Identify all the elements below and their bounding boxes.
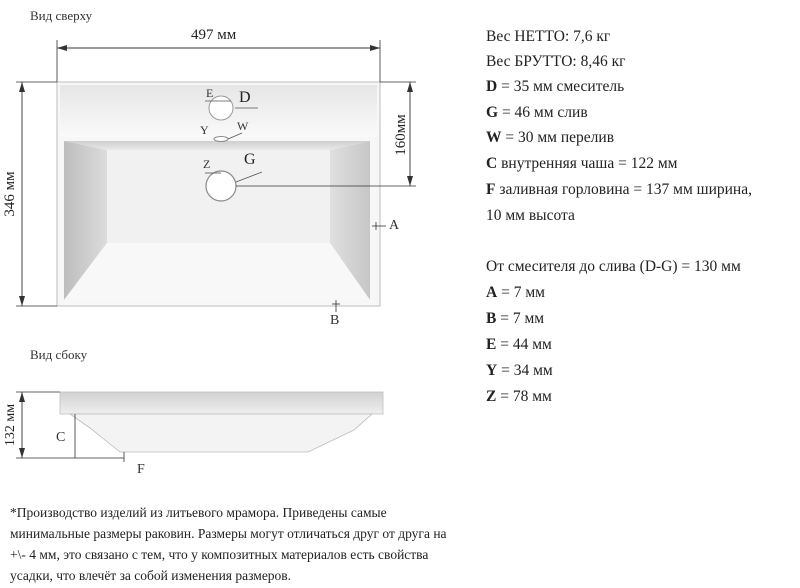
spec-row	[486, 362, 553, 380]
spec-key: D	[486, 78, 498, 95]
side-slab	[60, 392, 383, 414]
spec-row	[486, 388, 552, 406]
spec-row	[486, 181, 752, 199]
spec-text: От смесителя до слива (D-G) = 130 мм	[486, 258, 741, 275]
spec-key: F	[486, 181, 496, 198]
spec-text: = 7 мм	[497, 284, 545, 301]
depth-dimension-text: 346 мм	[2, 171, 18, 217]
marker-c: C	[56, 430, 66, 445]
marker-z: Z	[203, 157, 211, 171]
width-dimension-text: 497 мм	[191, 27, 237, 43]
footnote-line: +\- 4 мм, это связано с тем, что у композитных материалов есть свойства	[10, 547, 429, 562]
spec-row	[486, 284, 545, 302]
spec-key: A	[486, 284, 498, 301]
spec-text: = 35 мм смеситель	[497, 78, 625, 95]
marker-g: G	[244, 151, 256, 168]
spec-key: B	[486, 310, 497, 327]
footnote-line: минимальные размеры раковин. Размеры могут отличаться друг от друга на	[10, 526, 447, 541]
spec-text: заливная горловина = 137 мм ширина,	[495, 181, 752, 198]
bowl-back-wall	[64, 141, 370, 150]
spec-row	[486, 258, 741, 276]
spec-text: = 46 мм слив	[498, 104, 588, 121]
spec-text: = 34 мм	[497, 362, 553, 379]
spec-row	[486, 310, 544, 328]
footnote-line: усадки, что влечёт за собой изменения размеров.	[10, 568, 292, 583]
footnote-line: *Производство изделий из литьевого мрамора. Приведены самые	[10, 505, 387, 520]
spec-row	[486, 129, 614, 147]
spec-row	[486, 53, 625, 71]
footnote	[10, 502, 530, 586]
side-bowl	[70, 414, 372, 452]
spec-text: = 78 мм	[496, 388, 552, 405]
drain-hole	[206, 171, 236, 201]
marker-a: A	[389, 218, 400, 233]
height-dimension-text: 132 мм	[3, 403, 18, 447]
overflow-hole	[214, 137, 228, 142]
spec-text: Вес НЕТТО: 7,6 кг	[486, 28, 611, 45]
spec-key: Z	[486, 388, 497, 405]
spec-key: G	[486, 104, 499, 121]
spec-text: внутренняя чаша = 122 мм	[497, 155, 678, 172]
marker-w: W	[237, 119, 249, 133]
spec-text: = 7 мм	[496, 310, 545, 327]
spec-key: W	[486, 129, 502, 146]
top-view-label: Вид сверху	[30, 8, 93, 23]
spec-row	[486, 78, 624, 96]
spec-key: Y	[486, 362, 498, 379]
spec-row	[486, 336, 552, 354]
bowl-front-wall	[64, 243, 370, 300]
spec-row	[486, 155, 677, 173]
marker-e: E	[206, 86, 214, 100]
marker-b: B	[330, 313, 340, 328]
spec-key: C	[486, 155, 498, 172]
spec-key: E	[486, 336, 497, 353]
spec-text: 10 мм высота	[486, 207, 575, 224]
marker-y: Y	[200, 123, 209, 137]
spec-row	[486, 104, 588, 122]
to-drain-dimension-text: 160мм	[393, 114, 409, 156]
marker-d: D	[239, 89, 251, 106]
side-view-label: Вид сбоку	[30, 347, 88, 362]
spec-row	[486, 207, 575, 225]
spec-text: = 30 мм перелив	[501, 129, 615, 146]
top-view	[16, 40, 416, 312]
spec-row	[486, 28, 610, 46]
spec-text: Вес БРУТТО: 8,46 кг	[486, 53, 626, 70]
marker-f: F	[137, 462, 145, 477]
spec-text: = 44 мм	[496, 336, 552, 353]
side-view	[16, 392, 383, 462]
